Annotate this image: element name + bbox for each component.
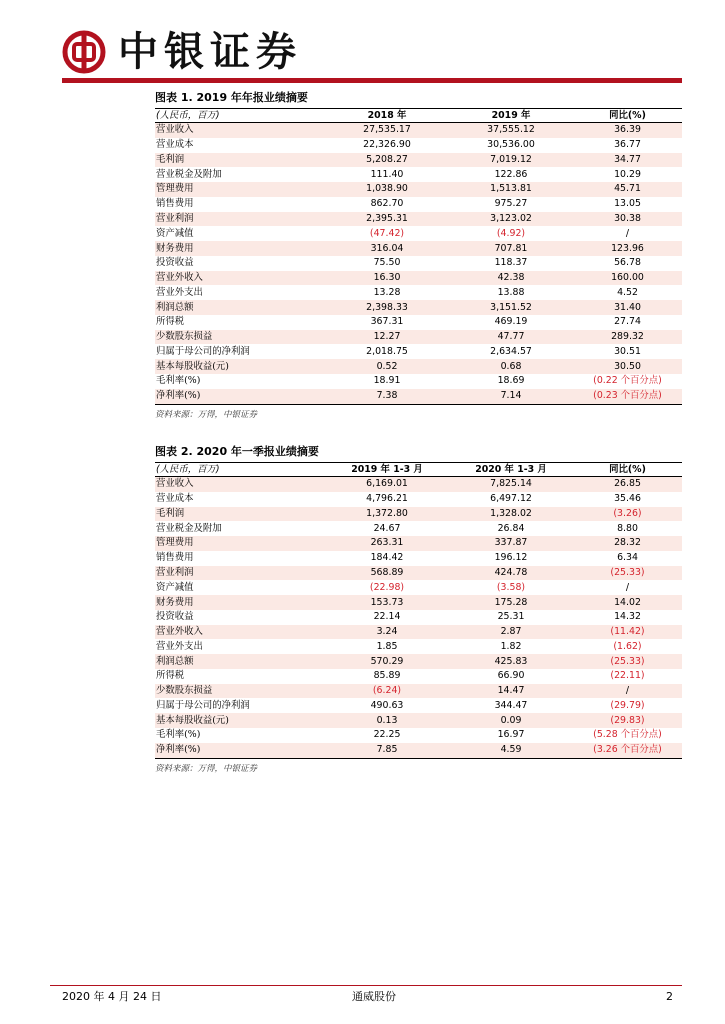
row-label: 毛利润 [155,507,325,522]
column-header-col3: 同比(%) [573,109,682,123]
cell-v2: 1,513.81 [449,182,573,197]
table-header-row [155,109,682,123]
cell-v3: 36.39 [573,123,682,138]
table-row [155,256,682,271]
cell-v1: 22,326.90 [363,139,411,151]
cell-v3: (5.28 个百分点) [593,729,662,741]
table-row [155,359,682,374]
cell-v3: 35.46 [614,493,641,505]
cell-v3: (22.11) [610,670,645,682]
row-label: 销售费用 [156,552,194,564]
cell-v3: / [625,227,630,239]
cell-v2: 2.87 [449,625,573,640]
cell-v2: 118.37 [494,257,528,269]
cell-v3: (29.83) [573,713,682,728]
row-label: 利润总额 [155,654,325,669]
table-row [155,241,682,256]
row-label: 营业税金及附加 [156,522,222,534]
table-row [155,728,682,743]
report-header [62,28,682,76]
table-body [155,123,682,405]
cell-v3: 289.32 [573,330,682,345]
cell-v3: (11.42) [573,625,682,640]
cell-v2: 6,497.12 [490,493,532,505]
cell-v3: 4.52 [617,286,638,298]
source-note: 资料来源：万得，中银证券 [155,763,258,774]
cell-v2: 975.27 [494,198,528,210]
table-row [155,551,682,566]
footer-rule [50,985,682,986]
cell-v2: 0.68 [449,359,573,374]
row-label: 所得税 [156,670,185,682]
table-row [155,285,682,300]
row-label: 营业收入 [155,477,325,492]
cell-v1: 85.89 [373,670,401,682]
cell-v2: 425.83 [449,654,573,669]
cell-v2: 3,123.02 [449,212,573,227]
cell-v2: 344.47 [494,699,528,711]
row-label: 毛利润 [155,153,325,168]
cell-v1: (47.42) [369,227,405,239]
cell-v1: 316.04 [325,241,449,256]
cell-v2: 37,555.12 [449,123,573,138]
row-label: 财务费用 [155,241,325,256]
cell-v2: 196.12 [494,552,528,564]
cell-v1: 3.24 [325,625,449,640]
header-rule [62,78,682,83]
table-row [155,197,682,212]
cell-v2: (4.92) [496,227,526,239]
cell-v1: 0.13 [325,713,449,728]
cell-v2: 26.84 [497,522,525,534]
cell-v1: (6.24) [325,684,449,699]
cell-v3: 160.00 [573,271,682,286]
column-header-col3: 同比(%) [573,463,682,477]
table-row [155,477,682,492]
cell-v3: 14.02 [573,595,682,610]
cell-v3: 45.71 [573,182,682,197]
row-label: 营业外收入 [155,625,325,640]
cell-v1: 7.38 [325,389,449,404]
cell-v2: 16.97 [497,729,525,741]
table-row [155,315,682,330]
table-row [155,374,682,389]
cell-v3: 30.38 [573,212,682,227]
cell-v1: 13.28 [373,286,401,298]
cell-v2: 2,634.57 [490,345,532,357]
row-label: 销售费用 [156,198,194,210]
cell-v3: (25.33) [573,566,682,581]
row-label: 净利率(%) [155,743,325,758]
table-row [155,654,682,669]
cell-v1: 5,208.27 [325,153,449,168]
cell-v1: 2,395.31 [325,212,449,227]
cell-v2: 4.59 [449,743,573,758]
cell-v1: 568.89 [325,566,449,581]
cell-v2: 7.14 [449,389,573,404]
cell-v2: 707.81 [449,241,573,256]
table-body [155,477,682,759]
cell-v1: 263.31 [325,536,449,551]
row-label: 营业成本 [156,139,194,151]
table-row [155,521,682,536]
row-label: 营业外支出 [156,286,203,298]
cell-v1: 12.27 [325,330,449,345]
cell-v1: 1.85 [376,640,398,652]
row-label: 基本每股收益(元) [155,359,325,374]
row-label: 利润总额 [155,300,325,315]
row-label: 投资收益 [156,611,194,623]
table-row [155,625,682,640]
column-header-unit: (人民币，百万) [155,463,325,477]
cell-v3: (3.26) [573,507,682,522]
cell-v1: 184.42 [370,552,404,564]
table-row [155,389,682,404]
cell-v3: (29.79) [610,699,645,711]
row-label: 所得税 [156,316,185,328]
table-row [155,300,682,315]
column-header-col2: 2020 年 1-3 月 [449,463,573,477]
cell-v1: 1,372.80 [325,507,449,522]
table-row [155,226,682,241]
cell-v2: 30,536.00 [487,139,535,151]
footer-company: 通威股份 [352,990,396,1003]
cell-v1: 367.31 [370,316,404,328]
row-label: 毛利率(%) [156,375,201,387]
cell-v3: (1.62) [613,640,642,652]
cell-v3: 123.96 [573,241,682,256]
row-label: 管理费用 [155,182,325,197]
table-row [155,595,682,610]
cell-v2: 3,151.52 [449,300,573,315]
cell-v3: 30.50 [573,359,682,374]
table-row [155,123,682,138]
cell-v3: 34.77 [573,153,682,168]
cell-v3: 26.85 [573,477,682,492]
row-label: 少数股东损益 [155,684,325,699]
table-row [155,330,682,345]
cell-v2: 469.19 [494,316,528,328]
cell-v1: 7.85 [325,743,449,758]
cell-v3: 36.77 [614,139,641,151]
cell-v2: 1.82 [500,640,522,652]
table-row [155,610,682,625]
row-label: 资产减值 [156,581,194,593]
cell-v2: (3.58) [496,581,526,593]
table-row [155,167,682,182]
row-label: 净利率(%) [155,389,325,404]
table-title: 图表 2. 2020 年一季报业绩摘要 [155,445,319,458]
cell-v2: 122.86 [494,168,528,180]
table-row [155,639,682,654]
brand-name: 中银证券 [118,28,302,75]
row-label: 归属于母公司的净利润 [156,699,250,711]
table-row [155,743,682,758]
cell-v3: (3.26 个百分点) [573,743,682,758]
table-row [155,153,682,168]
cell-v1: 22.25 [373,729,401,741]
cell-v1: 18.91 [373,375,401,387]
table-row [155,492,682,507]
cell-v3: / [625,581,630,593]
cell-v3: 8.80 [617,522,638,534]
cell-v2: 0.09 [449,713,573,728]
footer-date: 2020 年 4 月 24 日 [62,990,162,1003]
table-row [155,212,682,227]
cell-v3: 10.29 [614,168,641,180]
table-row [155,684,682,699]
cell-v2: 18.69 [497,375,525,387]
column-header-col1: 2018 年 [325,109,449,123]
cell-v3: / [573,684,682,699]
table-row [155,698,682,713]
cell-v2: 25.31 [497,611,525,623]
cell-v1: 490.63 [370,699,404,711]
row-label: 毛利率(%) [156,729,201,741]
cell-v2: 66.90 [497,670,525,682]
row-label: 营业外支出 [156,640,203,652]
bank-of-china-logo-icon [62,30,106,74]
page-number: 2 [666,990,673,1003]
table-row [155,182,682,197]
cell-v3: (0.23 个百分点) [573,389,682,404]
row-label: 基本每股收益(元) [155,713,325,728]
cell-v3: 30.51 [614,345,641,357]
cell-v3: (25.33) [573,654,682,669]
cell-v1: (22.98) [369,581,405,593]
row-label: 营业税金及附加 [156,168,222,180]
table-header-row [155,463,682,477]
cell-v1: 111.40 [370,168,404,180]
table-row [155,580,682,595]
column-header-unit: (人民币，百万) [155,109,325,123]
cell-v2: 7,825.14 [449,477,573,492]
row-label: 资产减值 [156,227,194,239]
cell-v1: 24.67 [373,522,401,534]
row-label: 营业成本 [156,493,194,505]
table-row [155,669,682,684]
cell-v2: 424.78 [449,566,573,581]
annual-results-table [155,108,682,405]
cell-v1: 4,796.21 [366,493,408,505]
cell-v2: 337.87 [449,536,573,551]
table-row [155,507,682,522]
table-section-1 [155,90,682,420]
table-row [155,566,682,581]
row-label: 营业外收入 [155,271,325,286]
row-label: 少数股东损益 [155,330,325,345]
cell-v1: 22.14 [373,611,401,623]
cell-v1: 1,038.90 [325,182,449,197]
cell-v2: 1,328.02 [449,507,573,522]
cell-v1: 27,535.17 [325,123,449,138]
q1-results-table [155,462,682,759]
cell-v1: 2,398.33 [325,300,449,315]
source-note: 资料来源：万得，中银证券 [155,409,258,420]
table-row [155,536,682,551]
cell-v2: 175.28 [449,595,573,610]
row-label: 管理费用 [155,536,325,551]
cell-v3: 13.05 [614,198,641,210]
cell-v3: 31.40 [573,300,682,315]
cell-v1: 862.70 [370,198,404,210]
cell-v2: 42.38 [449,271,573,286]
row-label: 归属于母公司的净利润 [156,345,250,357]
cell-v1: 2,018.75 [366,345,408,357]
cell-v3: (0.22 个百分点) [593,375,662,387]
cell-v2: 7,019.12 [449,153,573,168]
cell-v1: 570.29 [325,654,449,669]
table-section-2 [155,444,682,774]
column-header-col1: 2019 年 1-3 月 [325,463,449,477]
table-row [155,138,682,153]
table-row [155,271,682,286]
cell-v1: 16.30 [325,271,449,286]
table-title: 图表 1. 2019 年年报业绩摘要 [155,91,308,104]
cell-v3: 6.34 [617,552,638,564]
row-label: 营业收入 [155,123,325,138]
cell-v3: 28.32 [573,536,682,551]
cell-v2: 14.47 [449,684,573,699]
row-label: 投资收益 [156,257,194,269]
cell-v2: 47.77 [449,330,573,345]
row-label: 财务费用 [155,595,325,610]
cell-v1: 6,169.01 [325,477,449,492]
table-row [155,344,682,359]
cell-v1: 153.73 [325,595,449,610]
cell-v3: 14.32 [614,611,641,623]
column-header-col2: 2019 年 [449,109,573,123]
cell-v3: 27.74 [614,316,641,328]
cell-v3: 56.78 [614,257,641,269]
cell-v1: 0.52 [325,359,449,374]
row-label: 营业利润 [155,212,325,227]
row-label: 营业利润 [155,566,325,581]
table-row [155,713,682,728]
cell-v1: 75.50 [373,257,401,269]
cell-v2: 13.88 [497,286,525,298]
